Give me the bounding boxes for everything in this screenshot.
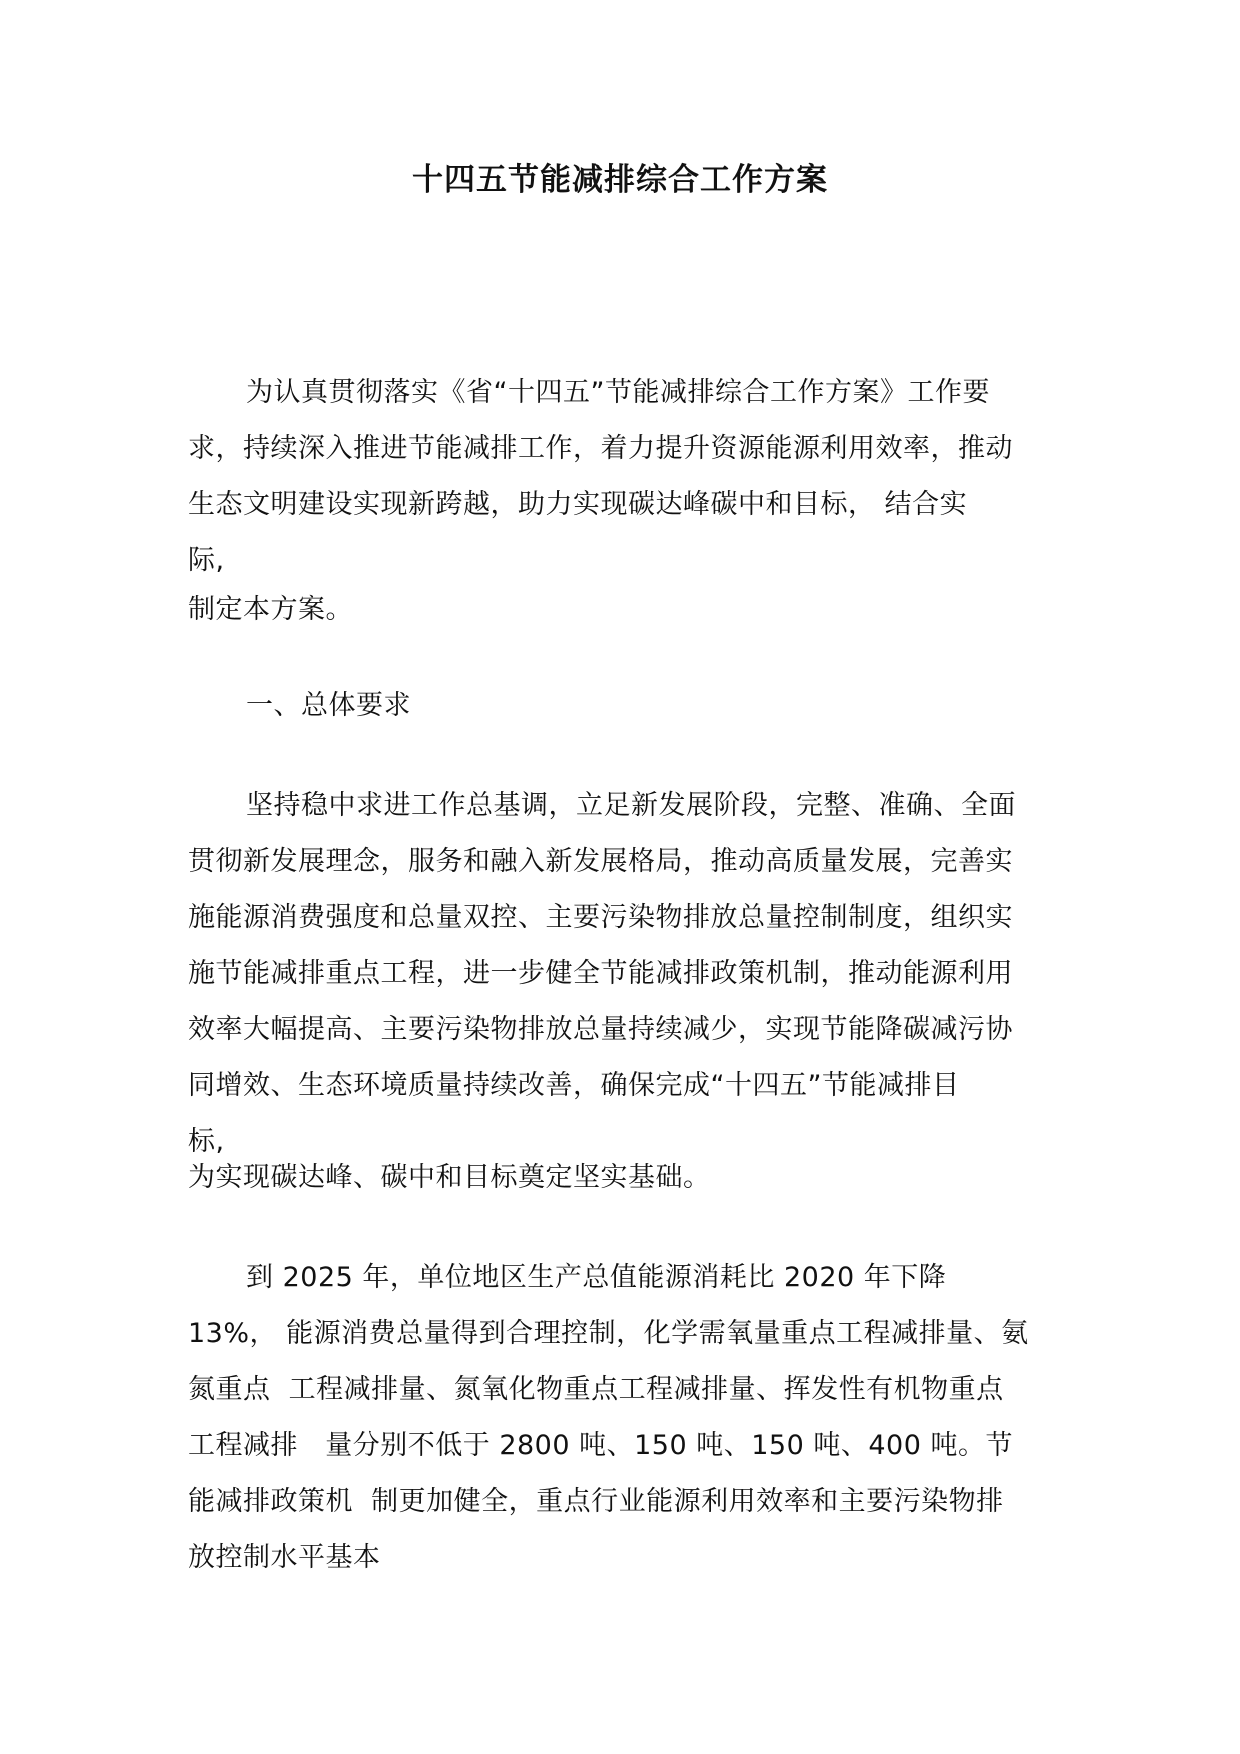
paragraph-line: 为认真贯彻落实《省“十四五”节能减排综合工作方案》工作要: [246, 377, 990, 408]
paragraph-2025-targets: [188, 1250, 1088, 1586]
paragraph-line: 标,: [188, 1126, 225, 1157]
paragraph-line: 坚持稳中求进工作总基调，立足新发展阶段，完整、准确、全面: [246, 790, 1016, 821]
paragraph-line: 氮重点 工程减排量、氮氧化物重点工程减排量、挥发性有机物重点: [188, 1374, 1004, 1405]
paragraph-line: 求，持续深入推进节能减排工作，着力提升资源能源利用效率，推动: [188, 433, 1013, 464]
paragraph-line: 制定本方案。: [188, 594, 353, 625]
paragraph-line: 为实现碳达峰、碳中和目标奠定坚实基础。: [188, 1162, 711, 1193]
paragraph-line: 生态文明建设实现新跨越，助力实现碳达峰碳中和目标， 结合实: [188, 489, 968, 520]
paragraph-line: 同增效、生态环境质量持续改善，确保完成“十四五”节能减排目: [188, 1070, 960, 1101]
paragraph-line: 际,: [188, 545, 225, 576]
paragraph-line: 能减排政策机 制更加健全，重点行业能源利用效率和主要污染物排: [188, 1486, 1004, 1517]
paragraph-foundation: [188, 1150, 1088, 1206]
paragraph-line: 施能源消费强度和总量双控、主要污染物排放总量控制制度，组织实: [188, 902, 1013, 933]
paragraph-line: 贯彻新发展理念，服务和融入新发展格局，推动高质量发展，完善实: [188, 846, 1013, 877]
paragraph-intro: [188, 365, 1088, 589]
paragraph-line: 到 2025 年，单位地区生产总值能源消耗比 2020 年下降: [246, 1262, 947, 1293]
paragraph-line: 效率大幅提高、主要污染物排放总量持续减少，实现节能降碳减污协: [188, 1014, 1013, 1045]
paragraph-line: 施节能减排重点工程，进一步健全节能减排政策机制，推动能源利用: [188, 958, 1013, 989]
paragraph-general-requirements: [188, 778, 1088, 1170]
paragraph-line: 13%， 能源消费总量得到合理控制，化学需氧量重点工程减排量、氨: [188, 1318, 1029, 1349]
paragraph-line: 放控制水平基本: [188, 1542, 381, 1573]
section-heading-text: 一、总体要求: [246, 690, 411, 721]
section-heading: [188, 678, 1088, 734]
paragraph-line: 工程减排 量分别不低于 2800 吨、150 吨、150 吨、400 吨。节: [188, 1430, 1013, 1461]
paragraph-intro-end: [188, 582, 1088, 638]
document-title: 十四五节能减排综合工作方案: [412, 162, 828, 198]
